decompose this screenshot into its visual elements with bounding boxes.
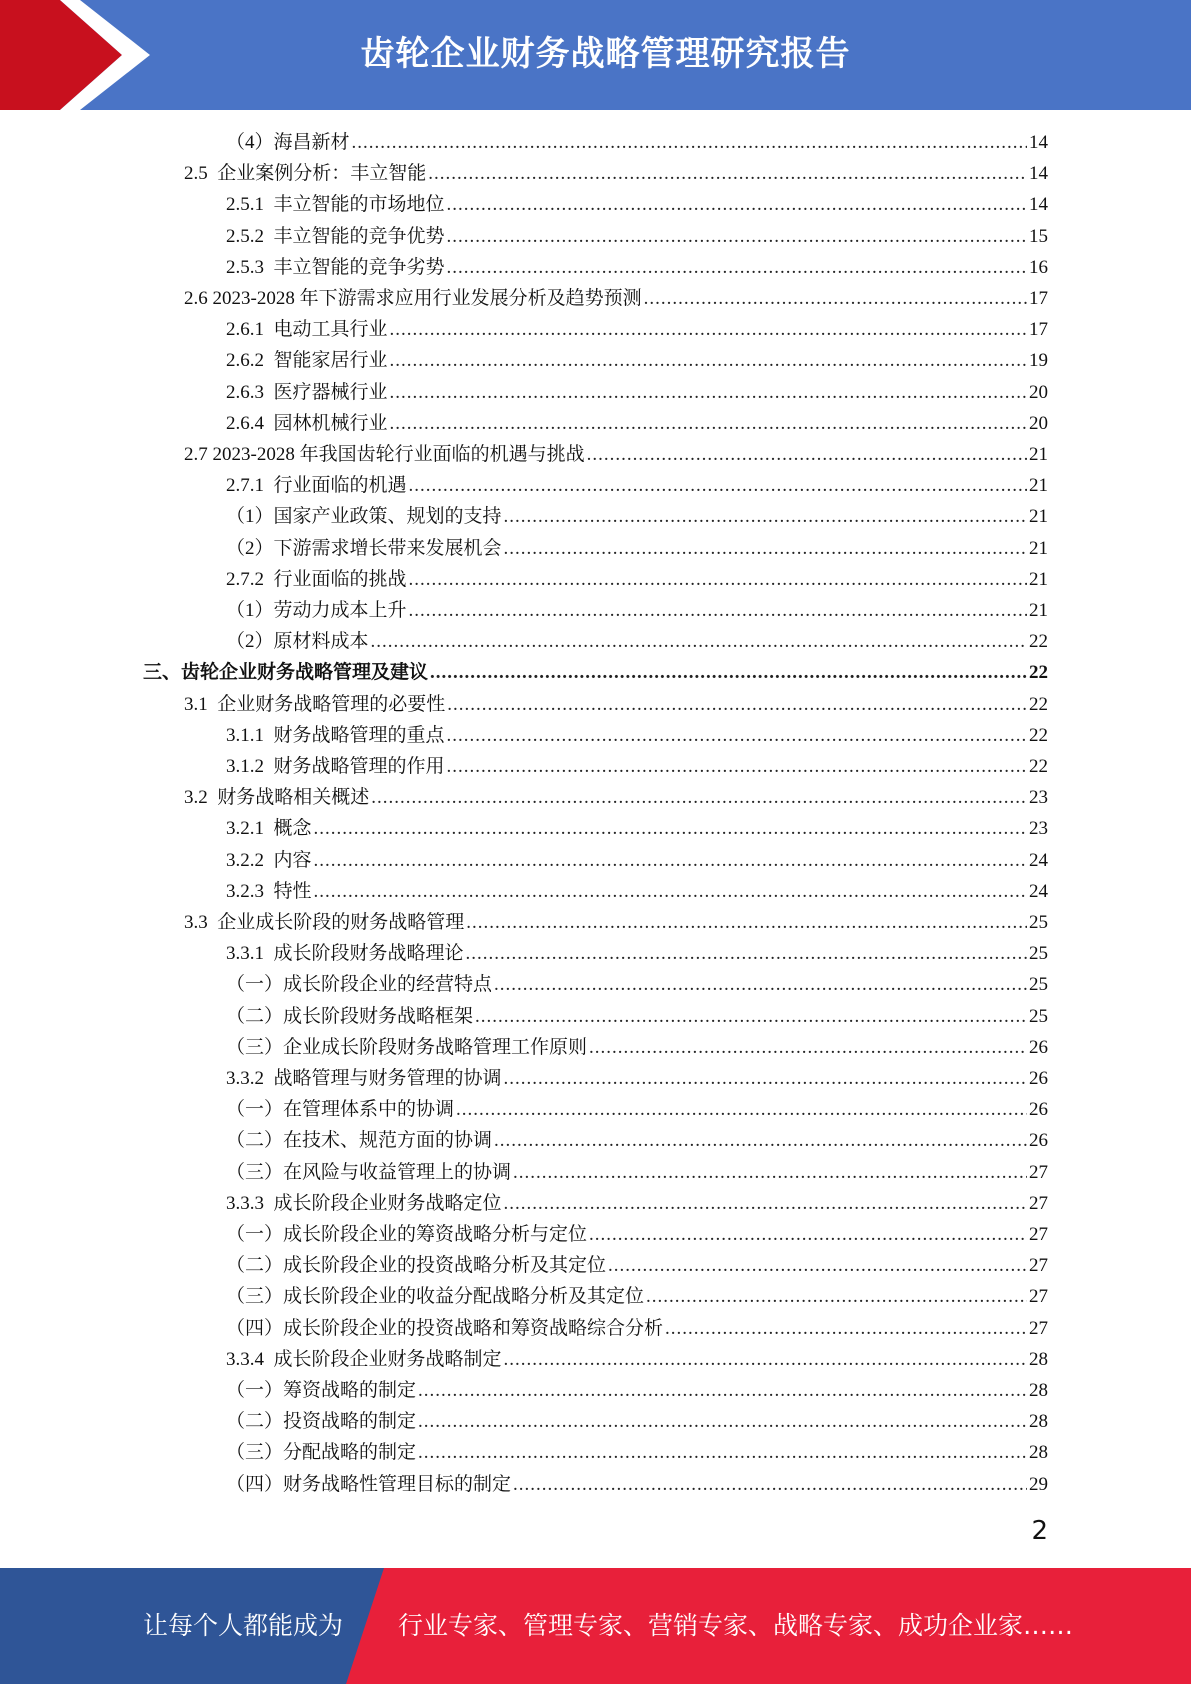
toc-entry[interactable]	[226, 1344, 1048, 1375]
toc-entry-page: 27	[1029, 1192, 1048, 1214]
toc-entry-page: 26	[1029, 1036, 1048, 1058]
toc-entry-page: 25	[1029, 943, 1048, 965]
toc-entry[interactable]	[226, 1375, 1048, 1406]
toc-entry-page: 29	[1029, 1473, 1048, 1495]
toc-leader-dots	[390, 377, 1027, 408]
toc-entry[interactable]	[226, 127, 1048, 158]
toc-entry[interactable]	[226, 1125, 1048, 1156]
toc-entry-title: 3.2.1 概念	[226, 818, 312, 840]
toc-leader-dots	[504, 1063, 1027, 1094]
toc-leader-dots	[314, 876, 1027, 907]
toc-leader-dots	[390, 345, 1027, 376]
toc-entry-page: 16	[1029, 256, 1048, 278]
footer-slogan-right: 行业专家、管理专家、营销专家、战略专家、成功企业家……	[398, 1611, 1074, 1640]
toc-entry-page: 19	[1029, 350, 1048, 372]
toc-entry-page: 24	[1029, 849, 1048, 871]
toc-entry[interactable]	[226, 1437, 1048, 1468]
toc-entry-page: 27	[1029, 1255, 1048, 1277]
toc-entry-title: （2）原材料成本	[226, 631, 369, 653]
toc-entry-title: （三）分配战略的制定	[226, 1442, 417, 1464]
toc-entry-title: （二）成长阶段财务战略框架	[226, 1005, 474, 1027]
toc-leader-dots	[494, 1125, 1027, 1156]
toc-entry-title: 3.3.3 成长阶段企业财务战略定位	[226, 1192, 502, 1214]
toc-entry-page: 22	[1029, 631, 1048, 653]
toc-entry-page: 23	[1029, 787, 1048, 809]
toc-entry[interactable]	[226, 751, 1048, 782]
toc-entry[interactable]	[226, 501, 1048, 532]
toc-entry-title: （二）投资战略的制定	[226, 1411, 417, 1433]
toc-entry-title: 3.3.1 成长阶段财务战略理论	[226, 943, 464, 965]
toc-entry[interactable]	[226, 1188, 1048, 1219]
toc-leader-dots	[314, 845, 1027, 876]
toc-entry[interactable]	[226, 876, 1048, 907]
toc-entry-page: 24	[1029, 880, 1048, 902]
toc-entry[interactable]	[226, 221, 1048, 252]
toc-entry-page: 20	[1029, 381, 1048, 403]
toc-entry-title: 2.7.2 行业面临的挑战	[226, 568, 407, 590]
toc-entry[interactable]	[184, 439, 1048, 470]
toc-entry[interactable]	[226, 1063, 1048, 1094]
toc-entry[interactable]	[226, 533, 1048, 564]
toc-leader-dots	[430, 657, 1027, 688]
toc-entry[interactable]	[226, 345, 1048, 376]
toc-entry-page: 25	[1029, 1005, 1048, 1027]
toc-entry-title: 2.6.2 智能家居行业	[226, 350, 388, 372]
toc-entry-page: 23	[1029, 818, 1048, 840]
toc-entry-page: 28	[1029, 1442, 1048, 1464]
toc-entry[interactable]	[226, 1032, 1048, 1063]
toc-leader-dots	[447, 689, 1027, 720]
toc-leader-dots	[447, 252, 1027, 283]
toc-entry-page: 17	[1029, 319, 1048, 341]
toc-leader-dots	[409, 595, 1027, 626]
footer-slogan-left: 让每个人都能成为	[143, 1611, 344, 1640]
toc-entry[interactable]	[226, 470, 1048, 501]
toc-entry-page: 15	[1029, 225, 1048, 247]
toc-entry-title: （三）企业成长阶段财务战略管理工作原则	[226, 1036, 588, 1058]
report-title: 齿轮企业财务战略管理研究报告	[360, 34, 851, 74]
toc-entry-title: （二）成长阶段企业的投资战略分析及其定位	[226, 1255, 607, 1277]
toc-entry-page: 17	[1029, 288, 1048, 309]
toc-entry[interactable]	[226, 720, 1048, 751]
toc-entry-title: （四）成长阶段企业的投资战略和筹资战略综合分析	[226, 1317, 664, 1339]
toc-leader-dots	[428, 158, 1027, 189]
toc-entry[interactable]	[226, 408, 1048, 439]
toc-entry[interactable]	[226, 626, 1048, 657]
toc-entry-page: 25	[1029, 912, 1048, 933]
toc-entry-title: （2）下游需求增长带来发展机会	[226, 537, 502, 559]
toc-entry-title: 2.5.3 丰立智能的竞争劣势	[226, 256, 445, 278]
toc-entry[interactable]	[226, 252, 1048, 283]
toc-leader-dots	[589, 1032, 1027, 1063]
toc-entry-page: 21	[1029, 506, 1048, 528]
toc-leader-dots	[475, 1001, 1027, 1032]
toc-entry[interactable]	[226, 1001, 1048, 1032]
toc-entry-title: （一）筹资战略的制定	[226, 1380, 417, 1401]
toc-entry-title: 2.6.4 园林机械行业	[226, 412, 388, 434]
toc-entry-page: 26	[1029, 1130, 1048, 1152]
toc-entry-title: 3.1.1 财务战略管理的重点	[226, 724, 445, 746]
toc-entry-page: 22	[1029, 724, 1048, 746]
toc-entry-page: 22	[1029, 662, 1048, 684]
toc-leader-dots	[409, 564, 1027, 595]
toc-entry[interactable]	[143, 657, 1048, 688]
toc-leader-dots	[390, 408, 1027, 439]
toc-entry[interactable]	[226, 1250, 1048, 1281]
toc-entry-title: （一）成长阶段企业的经营特点	[226, 974, 493, 996]
toc-entry-page: 20	[1029, 412, 1048, 434]
toc-entry-title: 2.6.3 医疗器械行业	[226, 381, 388, 403]
toc-entry[interactable]	[184, 283, 1048, 314]
toc-entry-title: （一）成长阶段企业的筹资战略分析与定位	[226, 1224, 588, 1245]
toc-leader-dots	[513, 1469, 1027, 1500]
toc-entry-page: 28	[1029, 1348, 1048, 1370]
toc-entry-title: 2.5 企业案例分析：丰立智能	[184, 163, 427, 185]
toc-entry-page: 14	[1029, 163, 1048, 185]
toc-entry-title: 3.1.2 财务战略管理的作用	[226, 756, 445, 777]
toc-entry-page: 21	[1029, 568, 1048, 590]
toc-entry-page: 21	[1029, 537, 1048, 559]
toc-leader-dots	[589, 1219, 1027, 1250]
page-number: 2	[1031, 1516, 1048, 1546]
toc-leader-dots	[646, 1281, 1027, 1312]
toc-entry-title: （一）在管理体系中的协调	[226, 1099, 455, 1121]
toc-entry[interactable]	[226, 1281, 1048, 1312]
page-footer	[0, 1568, 1191, 1684]
toc-leader-dots	[447, 221, 1027, 252]
toc-leader-dots	[504, 533, 1027, 564]
toc-entry[interactable]	[226, 314, 1048, 345]
toc-entry[interactable]	[184, 689, 1048, 720]
toc-entry[interactable]	[226, 1406, 1048, 1437]
toc-entry[interactable]	[226, 1157, 1048, 1188]
toc-entry-title: 2.5.2 丰立智能的竞争优势	[226, 225, 445, 247]
toc-entry-title: 2.7.1 行业面临的机遇	[226, 475, 407, 497]
toc-entry-page: 21	[1029, 600, 1048, 621]
toc-leader-dots	[494, 969, 1027, 1000]
toc-entry[interactable]	[226, 845, 1048, 876]
toc-entry-title: （三）成长阶段企业的收益分配战略分析及其定位	[226, 1286, 645, 1308]
toc-entry[interactable]	[226, 595, 1048, 626]
toc-entry-title: 3.3 企业成长阶段的财务战略管理	[184, 912, 465, 933]
toc-entry-title: 3.2.3 特性	[226, 880, 312, 902]
toc-leader-dots	[644, 283, 1027, 314]
toc-entry-page: 27	[1029, 1161, 1048, 1183]
toc-leader-dots	[390, 314, 1027, 345]
toc-entry-title: （四）财务战略性管理目标的制定	[226, 1473, 512, 1495]
toc-entry-title: 2.7 2023-2028 年我国齿轮行业面临的机遇与挑战	[184, 444, 585, 465]
toc-leader-dots	[513, 1157, 1027, 1188]
toc-entry[interactable]	[226, 1094, 1048, 1125]
toc-entry-title: （4）海昌新材	[226, 132, 350, 153]
toc-leader-dots	[504, 1344, 1027, 1375]
toc-entry-title: 3.1 企业财务战略管理的必要性	[184, 693, 446, 715]
toc-entry-title: 2.6 2023-2028 年下游需求应用行业发展分析及趋势预测	[184, 288, 642, 309]
toc-entry-page: 26	[1029, 1099, 1048, 1121]
toc-leader-dots	[314, 813, 1027, 844]
toc-entry[interactable]	[226, 1313, 1048, 1344]
toc-leader-dots	[504, 501, 1027, 532]
toc-entry-title: 3.2 财务战略相关概述	[184, 787, 370, 809]
toc-leader-dots	[352, 127, 1027, 158]
toc-entry-page: 22	[1029, 693, 1048, 715]
toc-entry-page: 27	[1029, 1286, 1048, 1308]
toc-entry[interactable]	[226, 969, 1048, 1000]
toc-leader-dots	[409, 470, 1027, 501]
toc-entry-title: （1）国家产业政策、规划的支持	[226, 506, 502, 528]
toc-entry[interactable]	[226, 564, 1048, 595]
toc-entry-page: 27	[1029, 1224, 1048, 1245]
toc-leader-dots	[665, 1313, 1027, 1344]
toc-entry-page: 28	[1029, 1380, 1048, 1401]
toc-entry-title: 2.5.1 丰立智能的市场地位	[226, 194, 445, 216]
toc-entry-page: 21	[1029, 444, 1048, 465]
toc-entry-title: （1）劳动力成本上升	[226, 600, 407, 621]
toc-leader-dots	[418, 1437, 1027, 1468]
toc-entry-page: 21	[1029, 475, 1048, 497]
toc-leader-dots	[418, 1375, 1027, 1406]
toc-entry[interactable]	[226, 1219, 1048, 1250]
toc-entry-title: 3.2.2 内容	[226, 849, 312, 871]
toc-entry[interactable]	[226, 377, 1048, 408]
toc-entry-page: 14	[1029, 132, 1048, 153]
toc-entry-title: 2.6.1 电动工具行业	[226, 319, 388, 341]
toc-entry[interactable]	[226, 189, 1048, 220]
toc-entry[interactable]	[184, 907, 1048, 938]
toc-leader-dots	[447, 720, 1027, 751]
toc-entry-title: （三）在风险与收益管理上的协调	[226, 1161, 512, 1183]
page-header	[0, 0, 1191, 110]
toc-entry[interactable]	[226, 938, 1048, 969]
toc-leader-dots	[587, 439, 1027, 470]
toc-leader-dots	[466, 938, 1027, 969]
toc-entry-title: 3.3.4 成长阶段企业财务战略制定	[226, 1348, 502, 1370]
toc-entry[interactable]	[184, 158, 1048, 189]
toc-leader-dots	[447, 751, 1027, 782]
toc-entry-page: 14	[1029, 194, 1048, 216]
toc-entry-page: 27	[1029, 1317, 1048, 1339]
toc-entry-page: 25	[1029, 974, 1048, 996]
toc-entry[interactable]	[226, 1469, 1048, 1500]
toc-entry-title: （二）在技术、规范方面的协调	[226, 1130, 493, 1152]
toc-entry-title: 3.3.2 战略管理与财务管理的协调	[226, 1068, 502, 1089]
toc-leader-dots	[608, 1250, 1027, 1281]
toc-entry-title: 三、齿轮企业财务战略管理及建议	[143, 662, 429, 684]
toc-entry-page: 22	[1029, 756, 1048, 777]
toc-entry[interactable]	[184, 782, 1048, 813]
toc-leader-dots	[371, 782, 1027, 813]
toc-leader-dots	[418, 1406, 1027, 1437]
toc-entry-page: 28	[1029, 1411, 1048, 1433]
toc-leader-dots	[447, 189, 1027, 220]
toc-leader-dots	[466, 907, 1027, 938]
toc-leader-dots	[371, 626, 1027, 657]
toc-entry[interactable]	[226, 813, 1048, 844]
toc-entry-page: 26	[1029, 1068, 1048, 1089]
toc-leader-dots	[456, 1094, 1027, 1125]
toc-leader-dots	[504, 1188, 1027, 1219]
